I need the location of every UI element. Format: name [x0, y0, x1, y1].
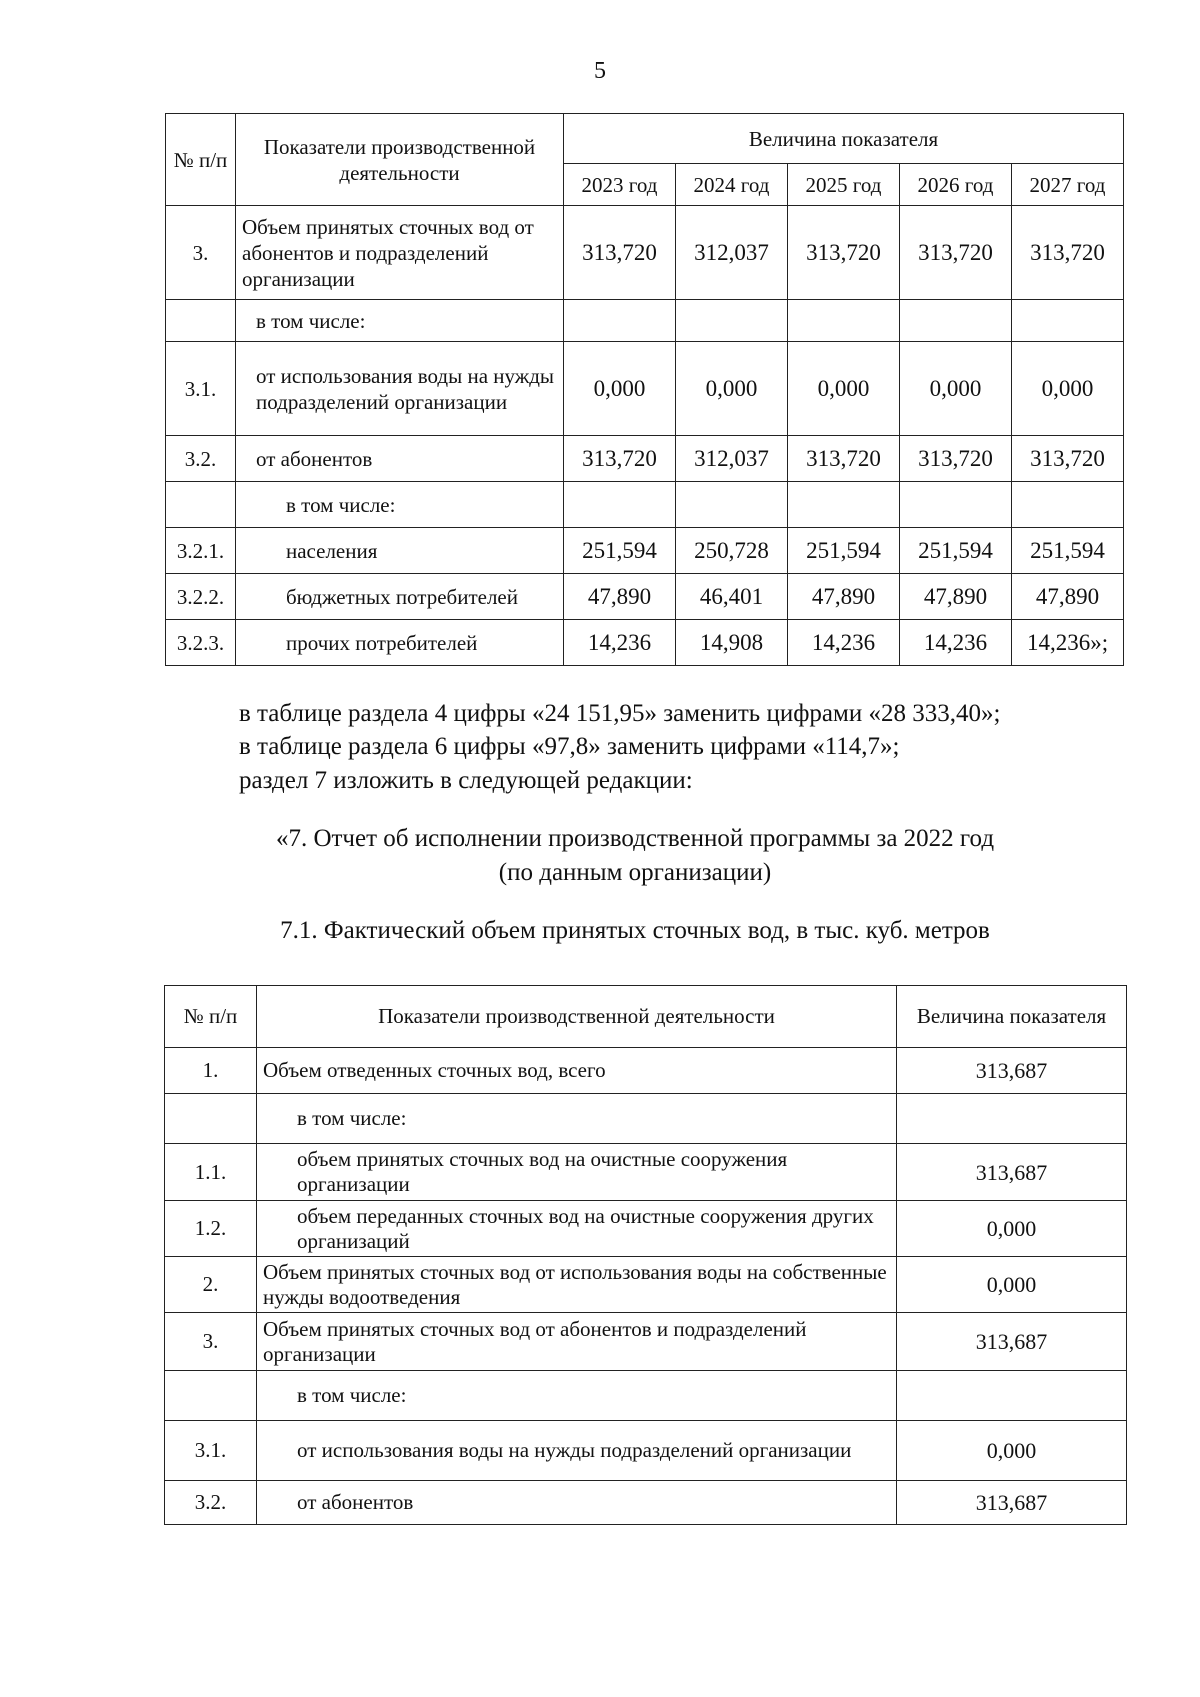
- header-value-group: Величина показателя: [564, 114, 1124, 164]
- row-num: 3.: [165, 1313, 257, 1371]
- row-indicator: в том числе:: [257, 1094, 897, 1144]
- section-subtitle: (по данным организации): [498, 859, 772, 886]
- table-row: [165, 1201, 1127, 1257]
- row-indicator: Объем принятых сточных вод от использования воды на собственные нужды водоотведения: [257, 1257, 897, 1313]
- row-value: [897, 1371, 1127, 1421]
- row-value: 313,720: [900, 436, 1012, 482]
- row-value: 313,720: [564, 436, 676, 482]
- row-value: [900, 300, 1012, 342]
- row-value: [564, 482, 676, 528]
- row-num: 3.2.2.: [166, 574, 236, 620]
- row-indicator: бюджетных потребителей: [236, 574, 564, 620]
- row-indicator: Объем принятых сточных вод от абонентов и подразделений организации: [257, 1313, 897, 1371]
- row-value: 47,890: [1012, 574, 1124, 620]
- row-value: 313,720: [564, 206, 676, 300]
- header-num: № п/п: [166, 114, 236, 206]
- row-indicator: населения: [236, 528, 564, 574]
- table-row: [166, 342, 1124, 436]
- row-value: [788, 482, 900, 528]
- row-value: 312,037: [676, 206, 788, 300]
- row-value: 0,000: [897, 1421, 1127, 1481]
- subsection-title: 7.1. Фактический объем принятых сточных вод, в тыс. куб. метров: [280, 917, 990, 944]
- row-indicator: в том числе:: [236, 300, 564, 342]
- row-value: [1012, 482, 1124, 528]
- row-num: [165, 1094, 257, 1144]
- row-value: 313,720: [900, 206, 1012, 300]
- row-value: 14,236: [564, 620, 676, 666]
- row-value: 0,000: [897, 1201, 1127, 1257]
- table-row: [166, 528, 1124, 574]
- row-value: 14,236: [788, 620, 900, 666]
- row-value: [676, 300, 788, 342]
- row-indicator: объем переданных сточных вод на очистные сооружения других организаций: [257, 1201, 897, 1257]
- table-row: [165, 1257, 1127, 1313]
- row-num: [166, 482, 236, 528]
- header-year: 2024 год: [676, 164, 788, 206]
- row-indicator: от абонентов: [236, 436, 564, 482]
- row-value: 313,687: [897, 1481, 1127, 1525]
- row-indicator: Объем принятых сточных вод от абонентов и подразделений организации: [236, 206, 564, 300]
- amendment-paragraph: в таблице раздела 4 цифры «24 151,95» заменить цифрами «28 333,40»;: [239, 700, 1001, 727]
- row-value: 47,890: [788, 574, 900, 620]
- row-value: 313,687: [897, 1048, 1127, 1094]
- row-num: 1.: [165, 1048, 257, 1094]
- table-row: [165, 1371, 1127, 1421]
- row-indicator: от использования воды на нужды подразделений организации: [257, 1421, 897, 1481]
- row-num: 1.1.: [165, 1144, 257, 1201]
- row-indicator: от использования воды на нужды подразделений организации: [236, 342, 564, 436]
- row-num: 3.2.1.: [166, 528, 236, 574]
- row-num: 3.2.: [166, 436, 236, 482]
- row-value: 47,890: [564, 574, 676, 620]
- table-row: [165, 1313, 1127, 1371]
- row-num: [166, 300, 236, 342]
- table-row: [165, 1481, 1127, 1525]
- actual-wastewater-table: [164, 985, 1127, 1525]
- row-value: 0,000: [676, 342, 788, 436]
- header-year: 2026 год: [900, 164, 1012, 206]
- page-number: 5: [594, 58, 606, 84]
- row-value: 14,908: [676, 620, 788, 666]
- production-indicators-table: [165, 113, 1124, 666]
- row-num: 3.1.: [165, 1421, 257, 1481]
- table-row: [165, 1421, 1127, 1481]
- row-value: 0,000: [788, 342, 900, 436]
- row-value: 251,594: [788, 528, 900, 574]
- row-num: 3.1.: [166, 342, 236, 436]
- row-value: 313,720: [1012, 206, 1124, 300]
- header-year: 2023 год: [564, 164, 676, 206]
- row-num: 3.2.: [165, 1481, 257, 1525]
- table-row: [165, 1048, 1127, 1094]
- row-value: 313,687: [897, 1144, 1127, 1201]
- header-value: Величина показателя: [897, 986, 1127, 1048]
- table-row: [166, 620, 1124, 666]
- row-value: 251,594: [900, 528, 1012, 574]
- row-value: 313,720: [1012, 436, 1124, 482]
- row-indicator: в том числе:: [257, 1371, 897, 1421]
- row-indicator: прочих потребителей: [236, 620, 564, 666]
- row-value: [897, 1094, 1127, 1144]
- table-row: [166, 436, 1124, 482]
- row-value: 250,728: [676, 528, 788, 574]
- row-value: [1012, 300, 1124, 342]
- row-value: 313,720: [788, 206, 900, 300]
- amendment-paragraph: раздел 7 изложить в следующей редакции:: [239, 767, 693, 794]
- row-indicator: от абонентов: [257, 1481, 897, 1525]
- row-value: 46,401: [676, 574, 788, 620]
- row-value: [676, 482, 788, 528]
- row-value: 313,687: [897, 1313, 1127, 1371]
- table-row: [166, 482, 1124, 528]
- row-indicator: объем принятых сточных вод на очистные сооружения организации: [257, 1144, 897, 1201]
- header-num: № п/п: [165, 986, 257, 1048]
- table-row: [165, 1144, 1127, 1201]
- row-value: 313,720: [788, 436, 900, 482]
- row-value: 312,037: [676, 436, 788, 482]
- row-value: 14,236»;: [1012, 620, 1124, 666]
- row-num: 3.: [166, 206, 236, 300]
- row-value: [900, 482, 1012, 528]
- row-value: [564, 300, 676, 342]
- row-num: 1.2.: [165, 1201, 257, 1257]
- row-num: [165, 1371, 257, 1421]
- row-value: 251,594: [564, 528, 676, 574]
- header-year: 2027 год: [1012, 164, 1124, 206]
- header-indicator: Показатели производственной деятельности: [257, 986, 897, 1048]
- row-num: 3.2.3.: [166, 620, 236, 666]
- table-row: [166, 574, 1124, 620]
- section-title: «7. Отчет об исполнении производственной программы за 2022 год: [275, 825, 995, 852]
- header-year: 2025 год: [788, 164, 900, 206]
- row-value: 0,000: [1012, 342, 1124, 436]
- table-row: [165, 1094, 1127, 1144]
- header-indicator: Показатели производственной деятельности: [236, 114, 564, 206]
- row-value: [788, 300, 900, 342]
- row-indicator: Объем отведенных сточных вод, всего: [257, 1048, 897, 1094]
- row-value: 0,000: [564, 342, 676, 436]
- table-row: [166, 300, 1124, 342]
- row-num: 2.: [165, 1257, 257, 1313]
- row-value: 47,890: [900, 574, 1012, 620]
- amendment-paragraph: в таблице раздела 6 цифры «97,8» заменить цифрами «114,7»;: [239, 733, 900, 760]
- row-value: 14,236: [900, 620, 1012, 666]
- table-row: [166, 206, 1124, 300]
- row-value: 0,000: [900, 342, 1012, 436]
- row-indicator: в том числе:: [236, 482, 564, 528]
- row-value: 251,594: [1012, 528, 1124, 574]
- row-value: 0,000: [897, 1257, 1127, 1313]
